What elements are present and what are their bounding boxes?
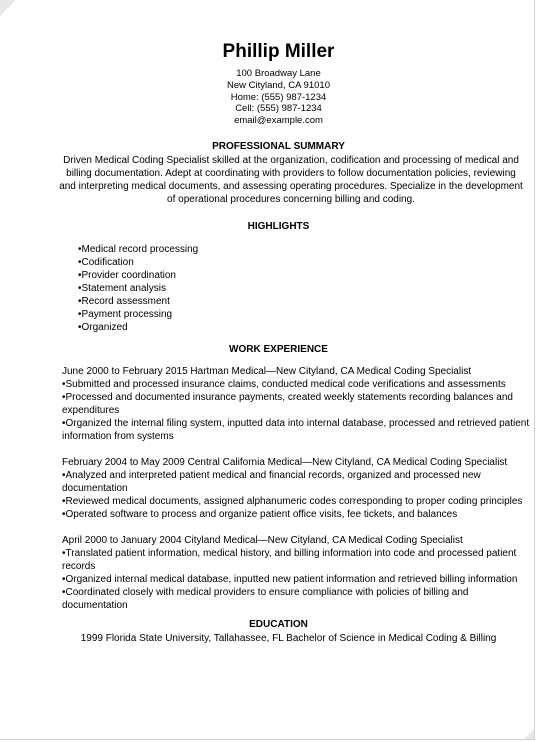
job-entry bbox=[62, 456, 536, 521]
job-bullet: •Organized internal medical database, inputted new patient information and retrieved billing information bbox=[62, 573, 518, 585]
home-phone: Home: (555) 987-1234 bbox=[230, 91, 327, 103]
resume-content bbox=[0, 40, 537, 645]
city-line: New Cityland, CA 91010 bbox=[227, 79, 330, 91]
page-corner-fold bbox=[0, 0, 16, 16]
job-bullet: •Organized the internal filing system, inputted data into internal database, processed and retrieved patient information from systems bbox=[62, 417, 530, 442]
job-bullet: •Coordinated closely with medical providers to ensure compliance with policies of billing and documentation bbox=[62, 586, 469, 611]
job-bullet: •Operated software to process and organize patient office visits, fee tickets, and balances bbox=[62, 508, 458, 520]
job-heading: February 2004 to May 2009 Central California Medical—New Cityland, CA Medical Coding Specialist bbox=[62, 456, 508, 468]
highlight-item: •Codification bbox=[78, 256, 134, 268]
contact-block bbox=[20, 68, 537, 127]
job-bullet: •Reviewed medical documents, assigned alphanumeric codes corresponding to proper coding principles bbox=[62, 495, 523, 507]
highlights-heading: HIGHLIGHTS bbox=[247, 220, 310, 232]
candidate-name: Phillip Miller bbox=[222, 41, 335, 62]
highlights-list bbox=[78, 243, 537, 334]
page-corner-fold-bottom bbox=[524, 729, 534, 739]
job-bullet: •Submitted and processed insurance claims, conducted medical code verifications and assessments bbox=[62, 378, 506, 390]
job-heading: June 2000 to February 2015 Hartman Medical—New Cityland, CA Medical Coding Specialist bbox=[62, 365, 472, 377]
address-line: 100 Broadway Lane bbox=[236, 68, 321, 79]
job-bullet: •Analyzed and interpreted patient medical and financial records, organized and processed new documentation bbox=[62, 469, 481, 494]
job-entry bbox=[62, 365, 536, 443]
experience-heading: WORK EXPERIENCE bbox=[229, 343, 328, 355]
job-heading: April 2000 to January 2004 Cityland Medical—New Cityland, CA Medical Coding Specialist bbox=[62, 534, 463, 546]
education-heading: EDUCATION bbox=[249, 618, 308, 630]
cell-phone: Cell: (555) 987-1234 bbox=[235, 103, 322, 115]
highlight-item: •Medical record processing bbox=[78, 243, 199, 255]
highlight-item: •Record assessment bbox=[78, 295, 170, 307]
job-entry bbox=[62, 534, 536, 612]
highlight-item: •Statement analysis bbox=[78, 282, 166, 294]
education-entry: 1999 Florida State University, Tallahassee, FL Bachelor of Science in Medical Coding & Billing bbox=[80, 632, 497, 644]
highlight-item: •Provider coordination bbox=[78, 269, 176, 281]
summary-heading: PROFESSIONAL SUMMARY bbox=[212, 140, 345, 152]
highlight-item: •Payment processing bbox=[78, 308, 173, 320]
email-address: email@example.com bbox=[234, 115, 323, 127]
highlight-item: •Organized bbox=[78, 321, 128, 333]
summary-text: Driven Medical Coding Specialist skilled at the organization, codification and processing of medical and billing documentation. Adept at coordinating with providers to follow documentation policies, reviewing and interpreting medical documents, and assessing operating procedures. Specialize in the development of operational procedures concerning billing and coding. bbox=[59, 154, 523, 205]
job-bullet: •Processed and documented insurance payments, created weekly statements recording balances and expenditures bbox=[62, 391, 513, 416]
job-bullet: •Translated patient information, medical history, and billing information into code and processed patient records bbox=[62, 547, 517, 572]
